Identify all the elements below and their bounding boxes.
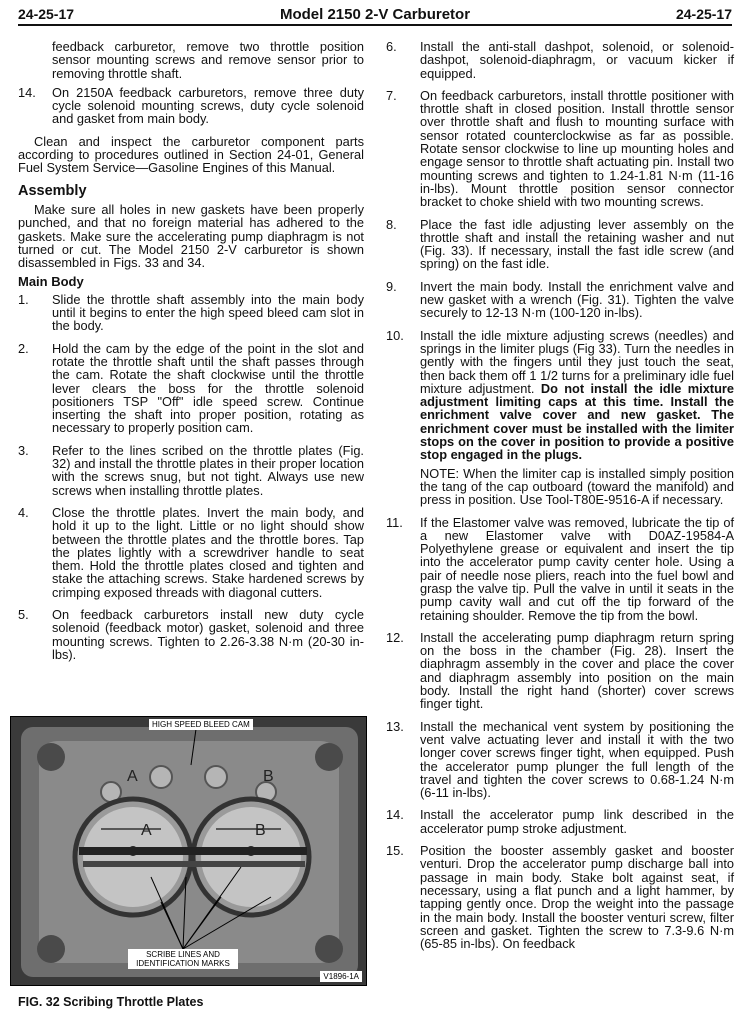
limiter-cap-note: NOTE: When the limiter cap is installed simply position the tang of the cap outboard (toward the manifold) and press in position. Use Tool-T80E-9516-A if necessary. [420,465,734,508]
step-number: 14. [18,84,36,100]
step-5 [18,608,364,661]
main-body-heading: Main Body [18,274,84,290]
step-14-right [386,808,734,835]
step-text: Install the mechanical vent system by positioning the vent valve actuating lever and install it with the two longer cover screws finger tight, when equipped. Push the accelerator pump plunger the full length of the travel and tighten the cover screws to 0.68-1.24 N·m (6-11 in-lbs). [420,718,734,801]
figure-caption: FIG. 32 Scribing Throttle Plates [18,995,204,1009]
page-title: Model 2150 2-V Carburetor [279,6,471,23]
clean-inspect-paragraph: Clean and inspect the carburetor component parts according to procedures outlined in Section 24-01, General Fuel System Service—Gasoline Engines of this Manual. [18,133,364,176]
step-warning: Do not install the idle mixture adjustment limiting caps at this time. Install the enrichment valve cover and new gasket. The enrichment cover must be installed with the limiter stops on the cover in position to provide a positive stop engaged in the plugs. [420,380,734,463]
step-12 [386,631,734,711]
scribe-lines-label: SCRIBE LINES AND IDENTIFICATION MARKS [128,949,238,969]
step-number: 15. [386,843,404,859]
step-number: 12. [386,629,404,645]
step-11 [386,516,734,622]
step-number: 7. [386,87,397,103]
assembly-paragraph: Make sure all holes in new gaskets have been properly punched, and that no foreign material has adhered to the gaskets. Make sure the accelerating pump diaphragm is not turned or cut. The Model 2150 2-V carburetor is shown disassembled in Figs. 33 and 34. [18,201,364,271]
step-9 [386,280,734,320]
step-number: 9. [386,278,397,294]
page-number-right: 24-25-17 [675,6,732,22]
step-number: 8. [386,216,397,232]
plate-a-mark: A [141,822,152,839]
assembly-heading: Assembly [18,182,87,199]
page-header [18,4,732,26]
step-14 [18,86,364,126]
step-8 [386,218,734,271]
step-text: Install the accelerating pump diaphragm return spring on the boss in the chamber (Fig. 28). Insert the diaphragm assembly in the cover and place the cover and diaphragm assembly into position on the main body. Install the right hand (shorter) cover screws finger tight. [420,629,734,712]
figure-32-photo [10,716,367,986]
step-text: On 2150A feedback carburetors, remove three duty cycle solenoid mounting screws, duty cycle solenoid and gasket from main body. [52,84,364,127]
bore-a-mark: A [127,768,138,785]
step-text: Hold the cam by the edge of the point in the slot and rotate the throttle shaft until the shaft passes through the cam. Rotate the shaft clockwise until the throttle lever clears the boss for the throttle solenoid positioners TSP "Off" idle speed screw. Continue inserting the shaft into proper position, rotating as necessary to properly position cam. [52,340,364,436]
step-text: If the Elastomer valve was removed, lubricate the tip of a new Elastomer valve with D0AZ-19584-A Polyethylene grease or equivalent and insert the tip into the accelerator pump cavity center hole. Using a pair of needle nose pliers, reach into the fuel bowl and grasp the valve tip. Pull the valve in until it seats in the pump cavity wall and cut off the tip forward of the retaining shoulder. Remove the tip from the bowl. [420,514,734,623]
step-4 [18,506,364,599]
step-number: 6. [386,39,397,54]
step-2 [18,342,364,435]
right-column [386,40,734,959]
step-number: 11. [386,514,403,530]
carburetor-photo-illustration [11,717,367,986]
step-text: On feedback carburetors, install throttle positioner with throttle shaft in closed position. Install throttle sensor over throttle shaft and flush to mounting surface with sensor rotated counterclockwise as far as possible. Rotate sensor clockwise to line up mounting holes and engage sensor to throttle shaft actuating pin. Install two mounting screws and tighten to 1.24-1.81 N·m (11-16 in-lbs). Mount throttle position sensor connector bracket to choke shield with two mounting screws. [420,87,734,210]
step-text: Place the fast idle adjusting lever assembly on the throttle shaft and install the retaining washer and nut (Fig. 33). If necessary, install the fast idle screw (and spring) on the fast idle. [420,216,734,272]
figure-code: V1896-1A [320,971,362,982]
step-text: Position the booster assembly gasket and booster venturi. Drop the accelerator pump discharge ball into passage in main body. Stake bolt against seat, if necessary, using a flat punch and a light hammer, by tapping gently once. Drop the weight into the passage in the main body. Install the booster venturi screw, filter screen and gasket. Tighten the screw to 7.3-9.6 N·m (65-85 in-lbs). On feedback [420,843,734,952]
left-column [18,40,364,670]
step-1 [18,293,364,333]
step-13 [386,720,734,800]
step-number: 5. [18,606,29,622]
step-number: 14. [386,807,404,823]
step-text: Invert the main body. Install the enrichment valve and new gasket with a wrench (Fig. 31). Tighten the valve securely to 12-13 N·m (100-120 in-lbs). [420,278,734,321]
step-text: Install the idle mixture adjusting screws (needles) and springs in the limiter plugs (Fig 33). Turn the needles in gently with the fingers until they just touch the seat, then back them off 1 1/2 turns for a preliminary idle fuel mixture adjustment. [420,327,734,396]
step-number: 3. [18,442,29,458]
step-number: 2. [18,340,29,356]
step-text: Close the throttle plates. Invert the main body, and hold it up to the light. Little or no light should show between the throttle plates and the throttle bores. Tap the plates lightly with a screwdriver handle to seat them. Hold the throttle plates closed and tighten and stake the attaching screws. Stake hardened screws by crimping exposed threads with diagonal cutters. [52,504,364,600]
step-6 [386,40,734,80]
step-3 [18,444,364,497]
step-number: 13. [386,718,404,734]
step-7 [386,89,734,209]
bore-b-mark: B [263,768,274,785]
plate-b-mark: B [255,822,266,839]
step-text: Install the anti-stall dashpot, solenoid, or solenoid-dashpot, solenoid-diaphragm, or vacuum kicker if equipped. [420,39,734,81]
step-10 [386,329,734,507]
high-speed-bleed-cam-label: HIGH SPEED BLEED CAM [149,719,253,730]
step-number: 10. [386,327,404,343]
step-text: On feedback carburetors install new duty cycle solenoid (feedback motor) gasket, solenoid and three mounting screws. Tighten to 2.26-3.38 N·m (20-30 in-lbs). [52,606,364,662]
page-number-left: 24-25-17 [18,6,75,22]
step-15 [386,844,734,950]
step-number: 1. [18,291,29,307]
step-13-continuation: feedback carburetor, remove two throttle position sensor mounting screws and remove sensor prior to removing throttle shaft. [52,39,364,81]
step-text: Install the accelerator pump link described in the accelerator pump stroke adjustment. [420,807,734,836]
step-text: Slide the throttle shaft assembly into the main body until it begins to enter the high speed bleed cam slot in the body. [52,291,364,334]
step-number: 4. [18,504,29,520]
step-text: Refer to the lines scribed on the throttle plates (Fig. 32) and install the throttle plates in their proper location with the screws snug, but not tight. Always use new screws when installing throttle plates. [52,442,364,498]
